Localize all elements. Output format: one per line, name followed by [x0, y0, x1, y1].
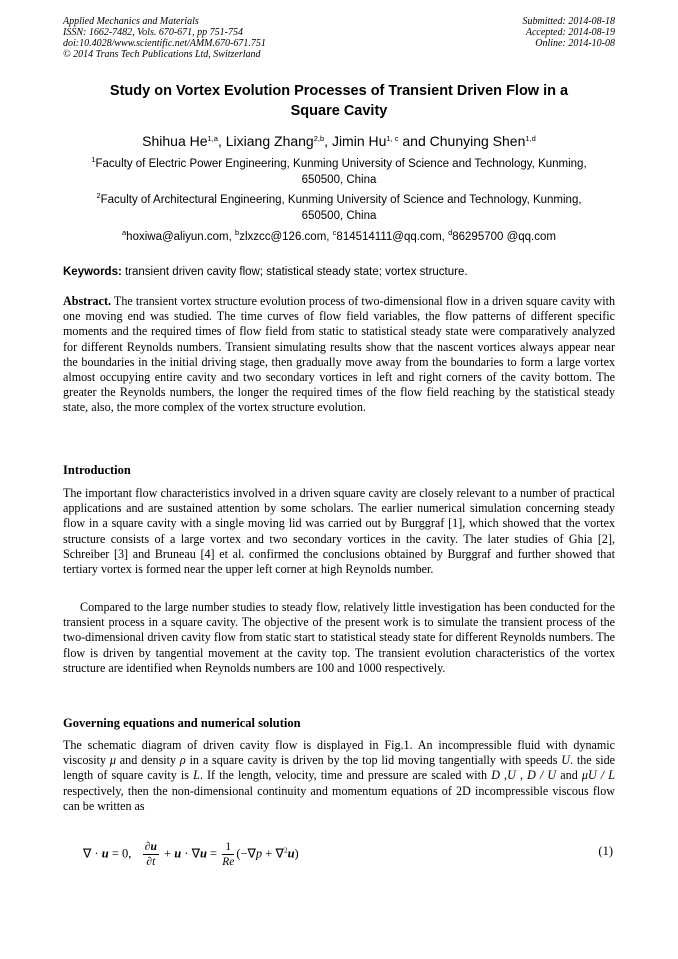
symbol-l: L: [193, 768, 200, 783]
abstract-label: Abstract.: [63, 294, 112, 308]
author-name: Chunying Shen: [429, 133, 526, 149]
symbol-rho: ρ: [179, 753, 186, 768]
email-sup: b: [235, 228, 240, 237]
affiliation-sup: 1: [91, 155, 96, 164]
equation-body: ∇ · u = 0, $\frac{\partial u}{\partial t}$ + u · ∇u = $\frac{1}{Re}$ (−∇p + ∇$^2$u): [83, 841, 299, 868]
submitted-date: Submitted: 2014-08-18: [522, 16, 615, 27]
author-sup: 2,b: [313, 134, 325, 143]
email-address: 814514111@qq.com,: [336, 231, 449, 243]
author-sup: 1,d: [525, 134, 536, 143]
affiliation-2: [63, 192, 615, 224]
doi-line: doi:10.4028/www.scientific.net/AMM.670-671.751: [63, 38, 266, 49]
abstract: [63, 294, 615, 416]
author-name: Lixiang Zhang: [225, 133, 314, 149]
symbol-u: U: [507, 768, 516, 783]
author-name: Shihua He: [142, 133, 208, 149]
equation-1: [63, 836, 615, 870]
affiliation-sup: 2: [96, 191, 101, 200]
author-list: [63, 132, 615, 150]
email-address: hoxiwa@aliyun.com,: [126, 231, 236, 243]
fraction-du-dt: $\frac{\partial u}{\partial t}$: [144, 841, 157, 868]
email-address: zlxzcc@126.com,: [239, 231, 333, 243]
email-list: [63, 229, 615, 245]
journal-info: [63, 16, 266, 60]
author-sup: 1,a: [207, 134, 218, 143]
keywords: [63, 264, 615, 280]
journal-name: Applied Mechanics and Materials: [63, 16, 199, 27]
governing-paragraph: The schematic diagram of driven cavity flow is displayed in Fig.1. An incompressible fluid with dynamic viscosity μ and density ρ in a square cavity is driven by the top lid moving tangentially with speeds U. the side length of square cavity is L. If the length, velocity, time and pressure are scaled with D ,U , D / U and μU / L respectively, then the non-dimensional continuity and momentum equations of 2D incompressible viscous flow can be written as: [63, 738, 616, 813]
affiliation-text: 650500, China: [301, 174, 377, 186]
title-line-1: Study on Vortex Evolution Processes of Transient Driven Flow in a: [109, 83, 569, 99]
symbol-u: U: [561, 753, 570, 768]
paper-title: [63, 81, 615, 121]
author-separator: ,: [324, 133, 332, 149]
keywords-label: Keywords:: [63, 266, 122, 278]
introduction-paragraph-1: The important flow characteristics involved in a driven square cavity are closely relevant to a number of practical applications and are sustained attention by some scholars. The earlier numerical simulation concerning steady flow in a square cavity with a single moving lid was carried out by Burggraf [1], which showed that the vortex structure consists of a large vortex and two secondary vortices in the cavity. The later studies of Ghia [2], Schreiber [3] and Bruneau [4] et al. confirmed the conclusions obtained by Burggraf and further showed that tertiary vortex is formed near the upper left corner at high Reynolds number.: [63, 486, 615, 577]
author-sup: 1, c: [386, 134, 399, 143]
title-line-2: Square Cavity: [290, 103, 388, 119]
section-heading-introduction: Introduction: [63, 463, 131, 477]
email-sup: c: [332, 228, 337, 237]
copyright-line: © 2014 Trans Tech Publications Ltd, Switzerland: [63, 49, 261, 60]
online-date: Online: 2014-10-08: [535, 38, 615, 49]
keywords-text: transient driven cavity flow; statistical steady state; vortex structure.: [121, 266, 468, 278]
email-address: 86295700 @qq.com: [452, 231, 556, 243]
symbol-d: D: [491, 768, 500, 783]
issn-line: ISSN: 1662-7482, Vols. 670-671, pp 751-754: [63, 27, 243, 38]
symbol-mu: μ: [109, 753, 116, 768]
section-heading-governing: Governing equations and numerical solution: [63, 716, 301, 730]
affiliation-text: Faculty of Architectural Engineering, Kunming University of Science and Technology, Kunming,: [100, 194, 582, 206]
author-separator: and: [398, 133, 430, 149]
author-separator: ,: [217, 133, 226, 149]
affiliation-text: 650500, China: [301, 210, 377, 222]
affiliation-1: [63, 156, 615, 188]
abstract-text: The transient vortex structure evolution process of two-dimensional flow in a driven square cavity with one moving end was studied. The time curves of flow field variables, the flow patterns of different specific moments and the required times of flow field from static to statistical steady state were comparatively analyzed for different Reynolds numbers. Transient simulating results show that the nascent vortices always appear near the boundaries in the initial driving stage, then gradually move away from the boundaries to form a large vortex almost occupying entire cavity and two secondary vortices in left and right corners of the cavity bottom. The greater the Reynolds numbers, the longer the required times of the flow field reaching by the statistical steady state, also, the more complex of the vortex structure evolution.: [63, 294, 615, 415]
symbol-d-over-u: D / U: [527, 768, 557, 783]
fraction-one-over-re: $\frac{1}{Re}$: [222, 841, 235, 868]
publication-dates: [523, 16, 616, 49]
email-sup: d: [448, 228, 453, 237]
equation-number: (1): [598, 844, 613, 858]
author-name: Jimin Hu: [331, 133, 387, 149]
email-sup: a: [122, 228, 127, 237]
introduction-paragraph-2: Compared to the large number studies to steady flow, relatively little investigation has been conducted for the transient process in a square cavity. The objective of the present work is to simulate the transient process of the two-dimensional driven cavity flow from static start to statistical steady state for different Reynolds numbers. The flow is driven by tangential movement at the cavity top. The transient evolution characteristics of the vortex structure are identified when Reynolds numbers are 100 and 1000 respectively.: [63, 600, 615, 675]
accepted-date: Accepted: 2014-08-19: [525, 27, 615, 38]
symbol-mu-u-over-l: μU / L: [581, 768, 616, 783]
affiliation-text: Faculty of Electric Power Engineering, Kunming University of Science and Technology, Kunming,: [95, 158, 587, 170]
